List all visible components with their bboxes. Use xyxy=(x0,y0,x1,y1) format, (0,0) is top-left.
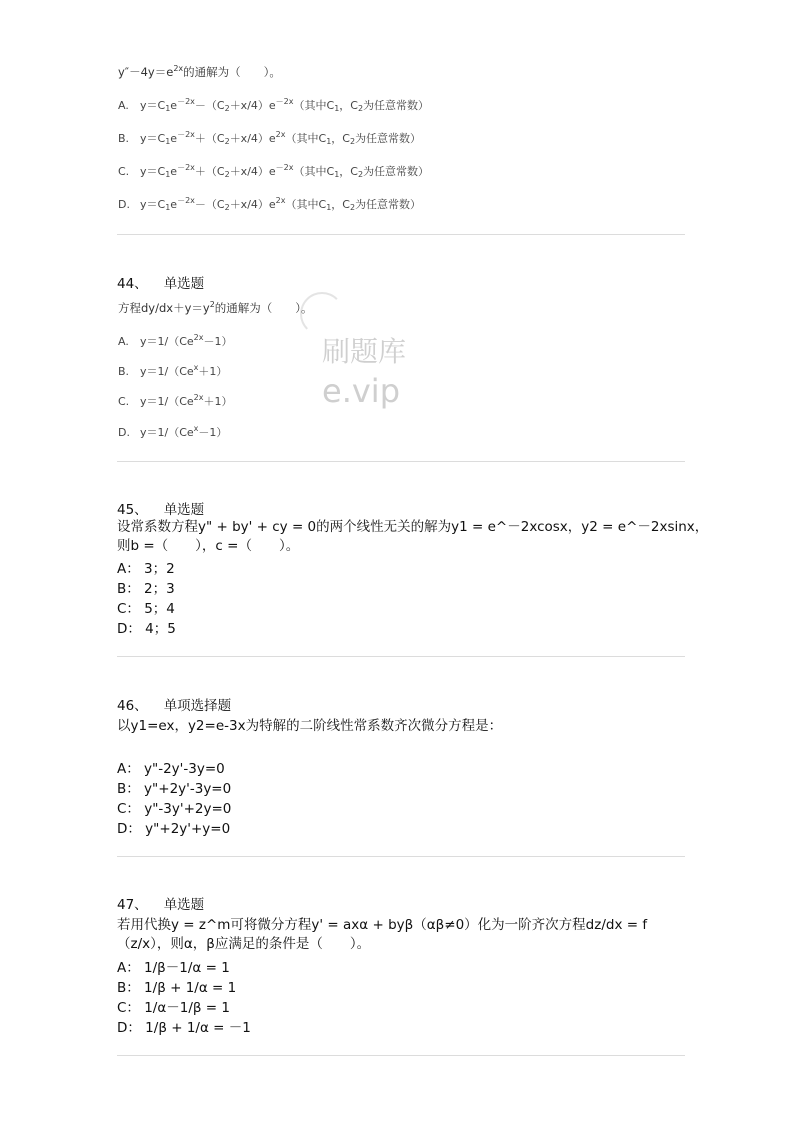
option-letter: B. xyxy=(118,132,130,145)
q46-option-b[interactable]: B： y"+2y'-3y=0 xyxy=(117,781,232,797)
q47-option-a[interactable]: A： 1/β－1/α = 1 xyxy=(117,960,230,976)
option-letter: A. xyxy=(118,99,129,112)
q47-stem-line1: 若用代换y = z^m可将微分方程y' = axα + byβ（αβ≠0）化为一阶齐次方程dz/dx = f xyxy=(117,917,648,933)
divider xyxy=(117,234,685,235)
q44-option-a[interactable]: A. $y=1/(Ce^{2x}-1)$ xyxy=(118,333,233,348)
q46-option-c[interactable]: C： y"-3y'+2y=0 xyxy=(117,801,232,817)
q47-option-c[interactable]: C： 1/α－1/β = 1 xyxy=(117,1000,230,1016)
q43-stem-tail: 的通解为（ ）。 xyxy=(183,65,281,79)
q43-option-d[interactable]: D. $y=C_1e^{-2x}-(C_2+x/4)e^{2x}$（其中$C_1$，$C_2$为任意常数） xyxy=(118,196,422,212)
q47-stem xyxy=(117,916,677,954)
q44-option-d[interactable]: D. $y=1/(Ce^x-1)$ xyxy=(118,424,228,439)
q47-stem-line2: （z/x），则α，β应满足的条件是（ ）。 xyxy=(117,936,371,952)
option-letter: C. xyxy=(118,165,130,178)
q44-stem: 方程$dy/dx+y=y^2$的通解为（ ）。 xyxy=(118,300,313,315)
q43-stem-sup: 2x xyxy=(173,64,184,73)
q44-number: 44、 xyxy=(117,276,148,292)
q45-stem-line1: 设常系数方程y" + by' + cy = 0的两个线性无关的解为y1 = e^－2xcosx，y2 = e^－2xsinx， xyxy=(117,519,709,535)
q44-type: 单选题 xyxy=(163,276,205,292)
q45-header: 45、 单选题 xyxy=(117,502,205,518)
q47-option-b[interactable]: B： 1/β + 1/α = 1 xyxy=(117,980,237,996)
q44-option-b[interactable]: B. $y=1/(Ce^x+1)$ xyxy=(118,363,228,378)
watermark-text-1: 刷题库 xyxy=(322,335,407,368)
watermark-text-2: e.vip xyxy=(322,372,400,410)
q46-header: 46、 单项选择题 xyxy=(117,698,232,714)
option-letter: D. xyxy=(118,198,130,211)
q46-option-a[interactable]: A： y"-2y'-3y=0 xyxy=(117,761,225,777)
q45-stem xyxy=(117,518,709,556)
q45-option-b[interactable]: B： 2；3 xyxy=(117,581,175,597)
q46-stem: 以y1=ex，y2=e-3x为特解的二阶线性常系数齐次微分方程是： xyxy=(117,718,503,734)
q43-stem-text: y″－4y＝e xyxy=(118,65,174,79)
q44-header xyxy=(117,272,204,292)
q43-option-b[interactable]: B. $y=C_1e^{-2x}+(C_2+x/4)e^{2x}$（其中$C_1$，$C_2$为任意常数） xyxy=(118,130,422,146)
divider xyxy=(117,1055,685,1056)
divider xyxy=(117,461,685,462)
q45-stem-line2: 则b =（ ），c =（ ）。 xyxy=(117,538,300,554)
q45-option-a[interactable]: A： 3；2 xyxy=(117,561,175,577)
q43-option-a[interactable]: A. $y=C_1e^{-2x}-(C_2+x/4)e^{-2x}$（其中$C_1$，$C_2$为任意常数） xyxy=(118,97,430,113)
q43-option-c[interactable]: C. $y=C_1e^{-2x}+(C_2+x/4)e^{-2x}$（其中$C_1$，$C_2$为任意常数） xyxy=(118,163,430,179)
q47-header: 47、 单选题 xyxy=(117,897,205,913)
q45-option-d[interactable]: D： 4；5 xyxy=(117,621,176,637)
divider xyxy=(117,656,685,657)
q44-option-c[interactable]: C. $y=1/(Ce^{2x}+1)$ xyxy=(118,393,233,408)
q46-option-d[interactable]: D： y"+2y'+y=0 xyxy=(117,821,231,837)
q43-stem xyxy=(118,64,281,80)
divider xyxy=(117,856,685,857)
q45-option-c[interactable]: C： 5；4 xyxy=(117,601,175,617)
q47-option-d[interactable]: D： 1/β + 1/α = －1 xyxy=(117,1020,251,1036)
